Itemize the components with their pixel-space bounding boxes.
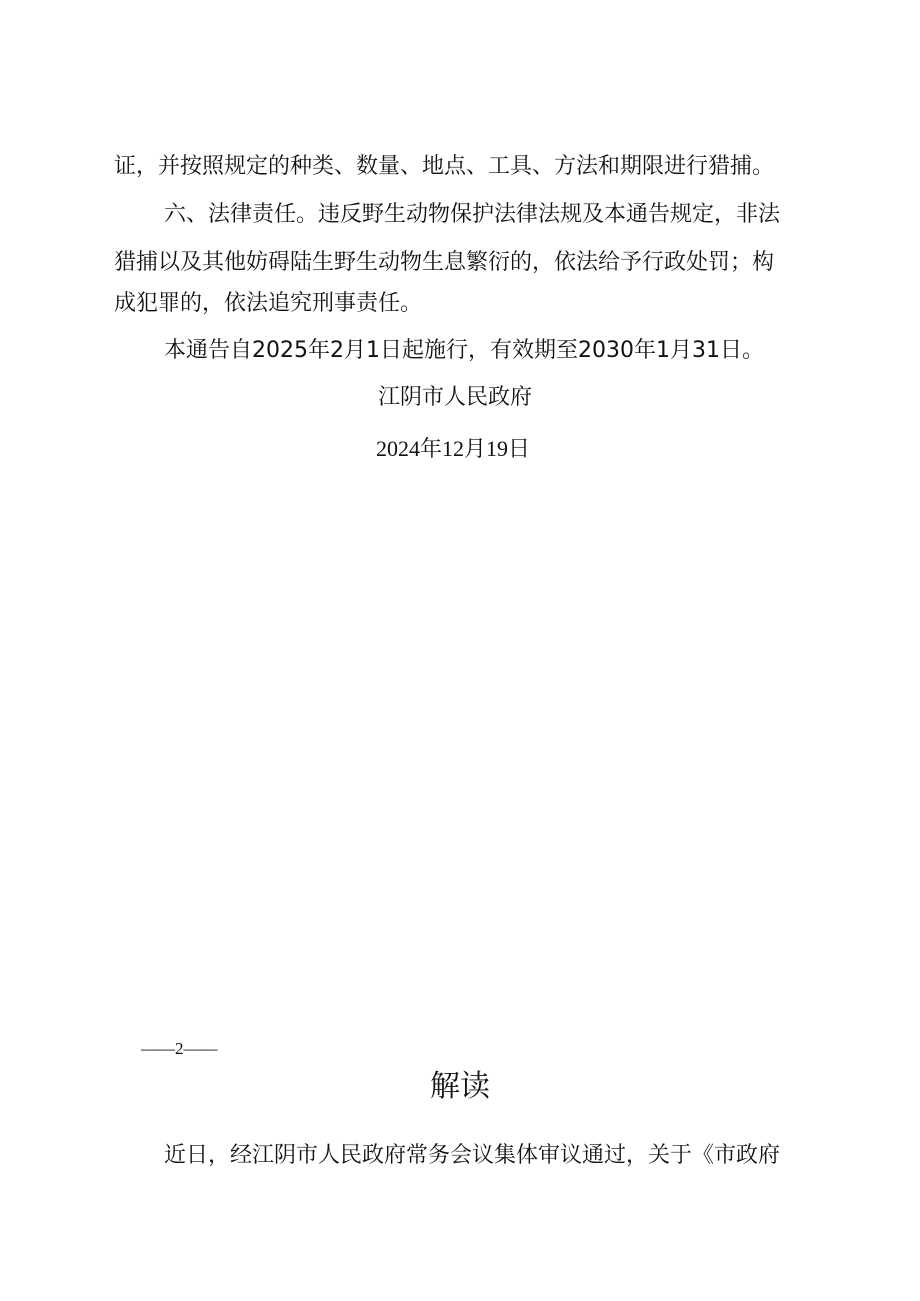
- body-text-line: 猎捕以及其他妨碍陆生野生动物生息繁衍的，依法给予行政处罚；构: [114, 250, 775, 275]
- body-text-line: 成犯罪的，依法追究刑事责任。: [114, 291, 423, 316]
- section-six-first-line: 六、法律责任。违反野生动物保护法律法规及本通告规定，非法: [164, 202, 781, 227]
- issuer-name: 江阴市人民政府: [378, 385, 533, 410]
- interpretation-heading: 解读: [430, 1069, 490, 1104]
- body-text-line: 证，并按照规定的种类、数量、地点、工具、方法和期限进行猎捕。: [114, 154, 775, 179]
- issue-date: 2024年12月19日: [376, 436, 531, 461]
- effective-date-line: 本通告自2025年2月1日起施行，有效期至2030年1月31日。: [164, 338, 764, 363]
- page-number: ——2——: [141, 1039, 218, 1058]
- interpretation-first-line: 近日，经江阴市人民政府常务会议集体审议通过，关于《市政府: [164, 1143, 781, 1168]
